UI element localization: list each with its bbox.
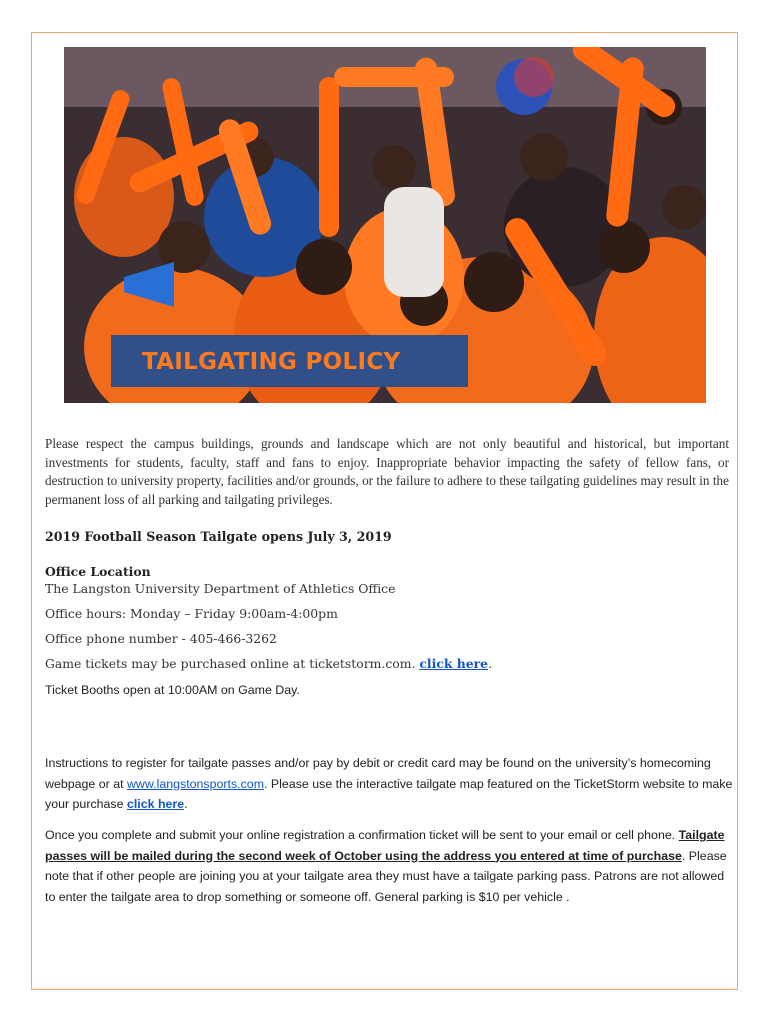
instructions-text-3: .	[184, 797, 188, 811]
langstonsports-link[interactable]: www.langstonsports.com	[126, 776, 265, 791]
office-name: The Langston University Department of Athletics Office	[45, 581, 396, 596]
intro-paragraph: Please respect the campus buildings, grounds and landscape which are not only beautiful and historical, but important investments for students, faculty, staff and fans to enjoy. Inappropriate behavior impacting the safety of fellow fans, or destruction to university property, facilities and/or grounds, or the failure to adhere to these tailgating guidelines may result in the permanent loss of all parking and tailgating privileges.	[45, 436, 729, 507]
instructions-text-1: Instructions to register for tailgate passes and/or pay by debit or credit card may be found on the university’s homecoming webpage or at	[45, 756, 711, 791]
season-heading: 2019 Football Season Tailgate opens July 3, 2019	[45, 529, 392, 544]
tickets-click-here-link[interactable]: click here	[419, 656, 489, 671]
hero-banner-title: TAILGATING POLICY	[142, 349, 401, 375]
office-phone: Office phone number - 405-466-3262	[45, 631, 277, 646]
office-location-heading: Office Location	[45, 564, 151, 579]
hero-photo	[64, 47, 706, 403]
confirmation-paragraph	[45, 825, 735, 907]
office-hours: Office hours: Monday – Friday 9:00am-4:00pm	[45, 606, 338, 621]
mailing-notice: Tailgate passes will be mailed during the second week of October using the address you entered at time of purchase	[45, 828, 725, 863]
tickets-text: Game tickets may be purchased online at ticketstorm.com.	[45, 656, 420, 671]
tickets-suffix: .	[488, 656, 493, 671]
instructions-paragraph	[45, 753, 735, 815]
confirmation-text-1: Once you complete and submit your online registration a confirmation ticket will be sent to your email or cell phone.	[45, 828, 679, 842]
confirmation-text-2: . Please note that if other people are joining you at your tailgate area they must have a tailgate parking pass. Patrons are not allowed to enter the tailgate area to drop something or someone off. General parking is $10 per vehicle .	[45, 848, 727, 904]
tickets-line	[45, 656, 492, 671]
ticket-booths-line: Ticket Booths open at 10:00AM on Game Day.	[45, 683, 300, 697]
instructions-text-2: . Please use the interactive tailgate map featured on the TicketStorm website to make your purchase	[45, 776, 733, 811]
purchase-click-here-link[interactable]: click here	[126, 797, 185, 811]
